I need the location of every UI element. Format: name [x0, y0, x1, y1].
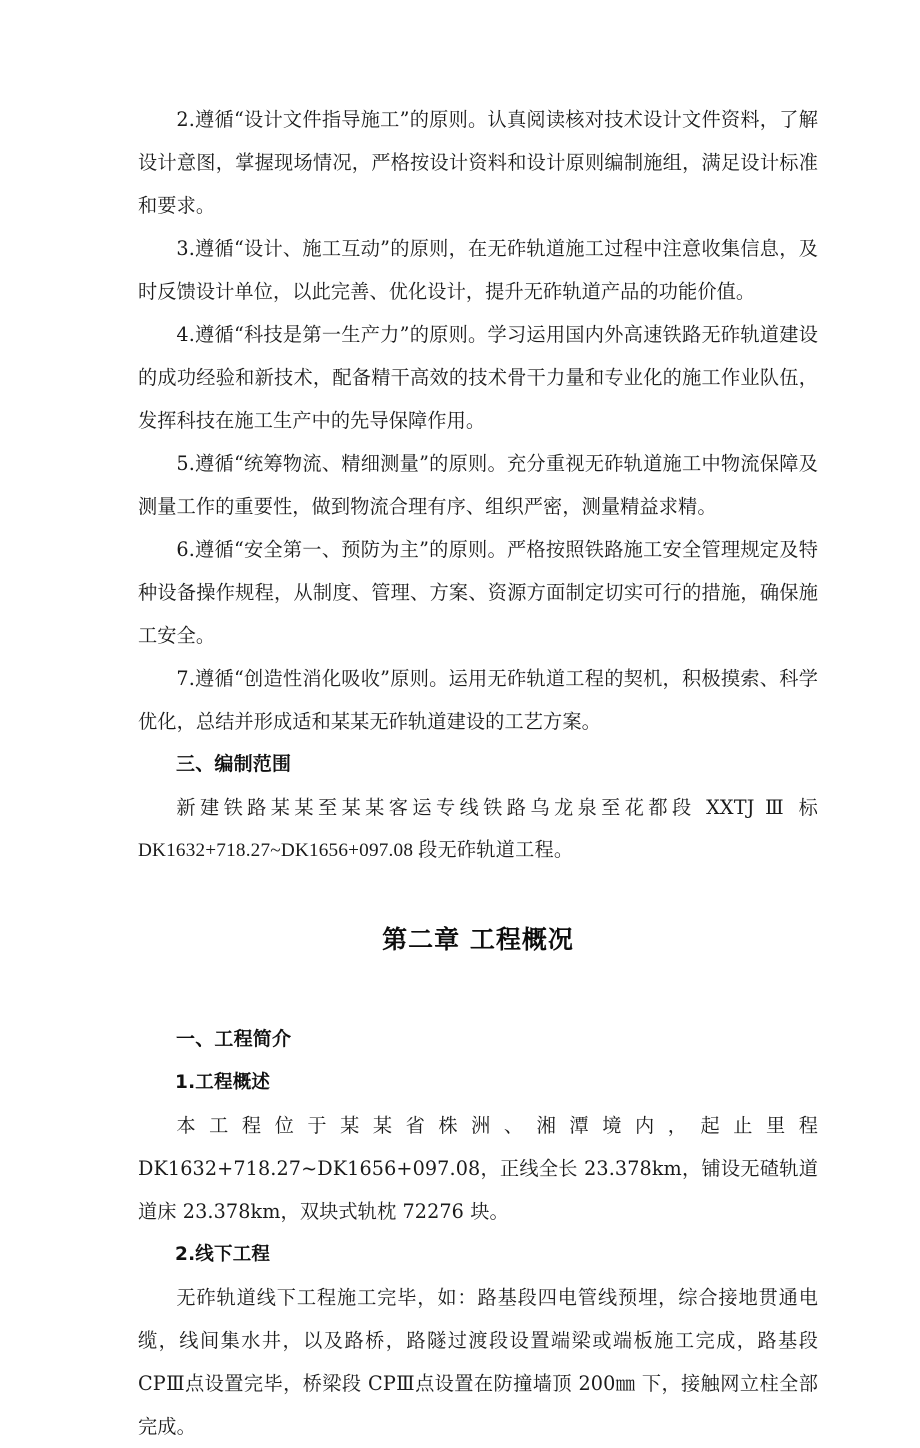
paragraph-principle-5: 5.遵循“统筹物流、精细测量”的原则。充分重视无砟轨道施工中物流保障及测量工作的重要性，做到物流合理有序、组织严密，测量精益求精。 [138, 452, 818, 518]
chapter-title: 第二章 工程概况 [382, 925, 574, 954]
subsection-heading-subgrade-works: 2.线下工程 [175, 1244, 271, 1265]
subsection-heading-project-description: 1.工程概述 [175, 1072, 271, 1093]
paragraph-principle-3: 3.遵循“设计、施工互动”的原则，在无砟轨道施工过程中注意收集信息，及时反馈设计单位，以此完善、优化设计，提升无砟轨道产品的功能价值。 [138, 237, 818, 303]
paragraph-principle-4: 4.遵循“科技是第一生产力”的原则。学习运用国内外高速铁路无砟轨道建设的成功经验和新技术，配备精干高效的技术骨干力量和专业化的施工作业队伍，发挥科技在施工生产中的先导保障作用。 [138, 323, 818, 432]
paragraph-principle-6: 6.遵循“安全第一、预防为主”的原则。严格按照铁路施工安全管理规定及特种设备操作规程，从制度、管理、方案、资源方面制定切实可行的措施，确保施工安全。 [138, 538, 818, 647]
paragraph-project-description: 本工程位于某某省株洲、湘潭境内，起止里程 DK1632+718.27~DK1656+097.08，正线全长 23.378km，铺设无碴轨道道床 23.378km，双块式轨枕 72276 块。 [138, 1114, 818, 1223]
section-heading-overview: 一、工程简介 [176, 1028, 292, 1050]
document-text-column [138, 98, 818, 1448]
paragraph-subgrade-works: 无砟轨道线下工程施工完毕，如：路基段四电管线预埋，综合接地贯通电缆，线间集水井，以及路桥，路隧过渡段设置端梁或端板施工完成，路基段 CPⅢ点设置完毕，桥梁段 CPⅢ点设置在防撞墙顶 200㎜ 下，接触网立柱全部完成。 [138, 1286, 818, 1438]
paragraph-principle-2: 2.遵循“设计文件指导施工”的原则。认真阅读核对技术设计文件资料，了解设计意图，掌握现场情况，严格按设计资料和设计原则编制施组，满足设计标准和要求。 [138, 108, 818, 217]
section-heading-scope: 三、编制范围 [176, 753, 292, 775]
spacer-before-chapter [138, 872, 818, 918]
scope-line-primary: 新建铁路某某至某某客运专线铁路乌龙泉至花都段 XXTJ Ⅲ 标 [176, 796, 818, 819]
spacer-after-chapter [138, 961, 818, 1018]
paragraph-scope-range [138, 786, 818, 872]
scope-line-mileage: DK1632+718.27~DK1656+097.08 段无砟轨道工程。 [138, 840, 574, 861]
paragraph-principle-7: 7.遵循“创造性消化吸收”原则。运用无砟轨道工程的契机，积极摸索、科学优化，总结并形成适和某某无砟轨道建设的工艺方案。 [138, 667, 818, 733]
